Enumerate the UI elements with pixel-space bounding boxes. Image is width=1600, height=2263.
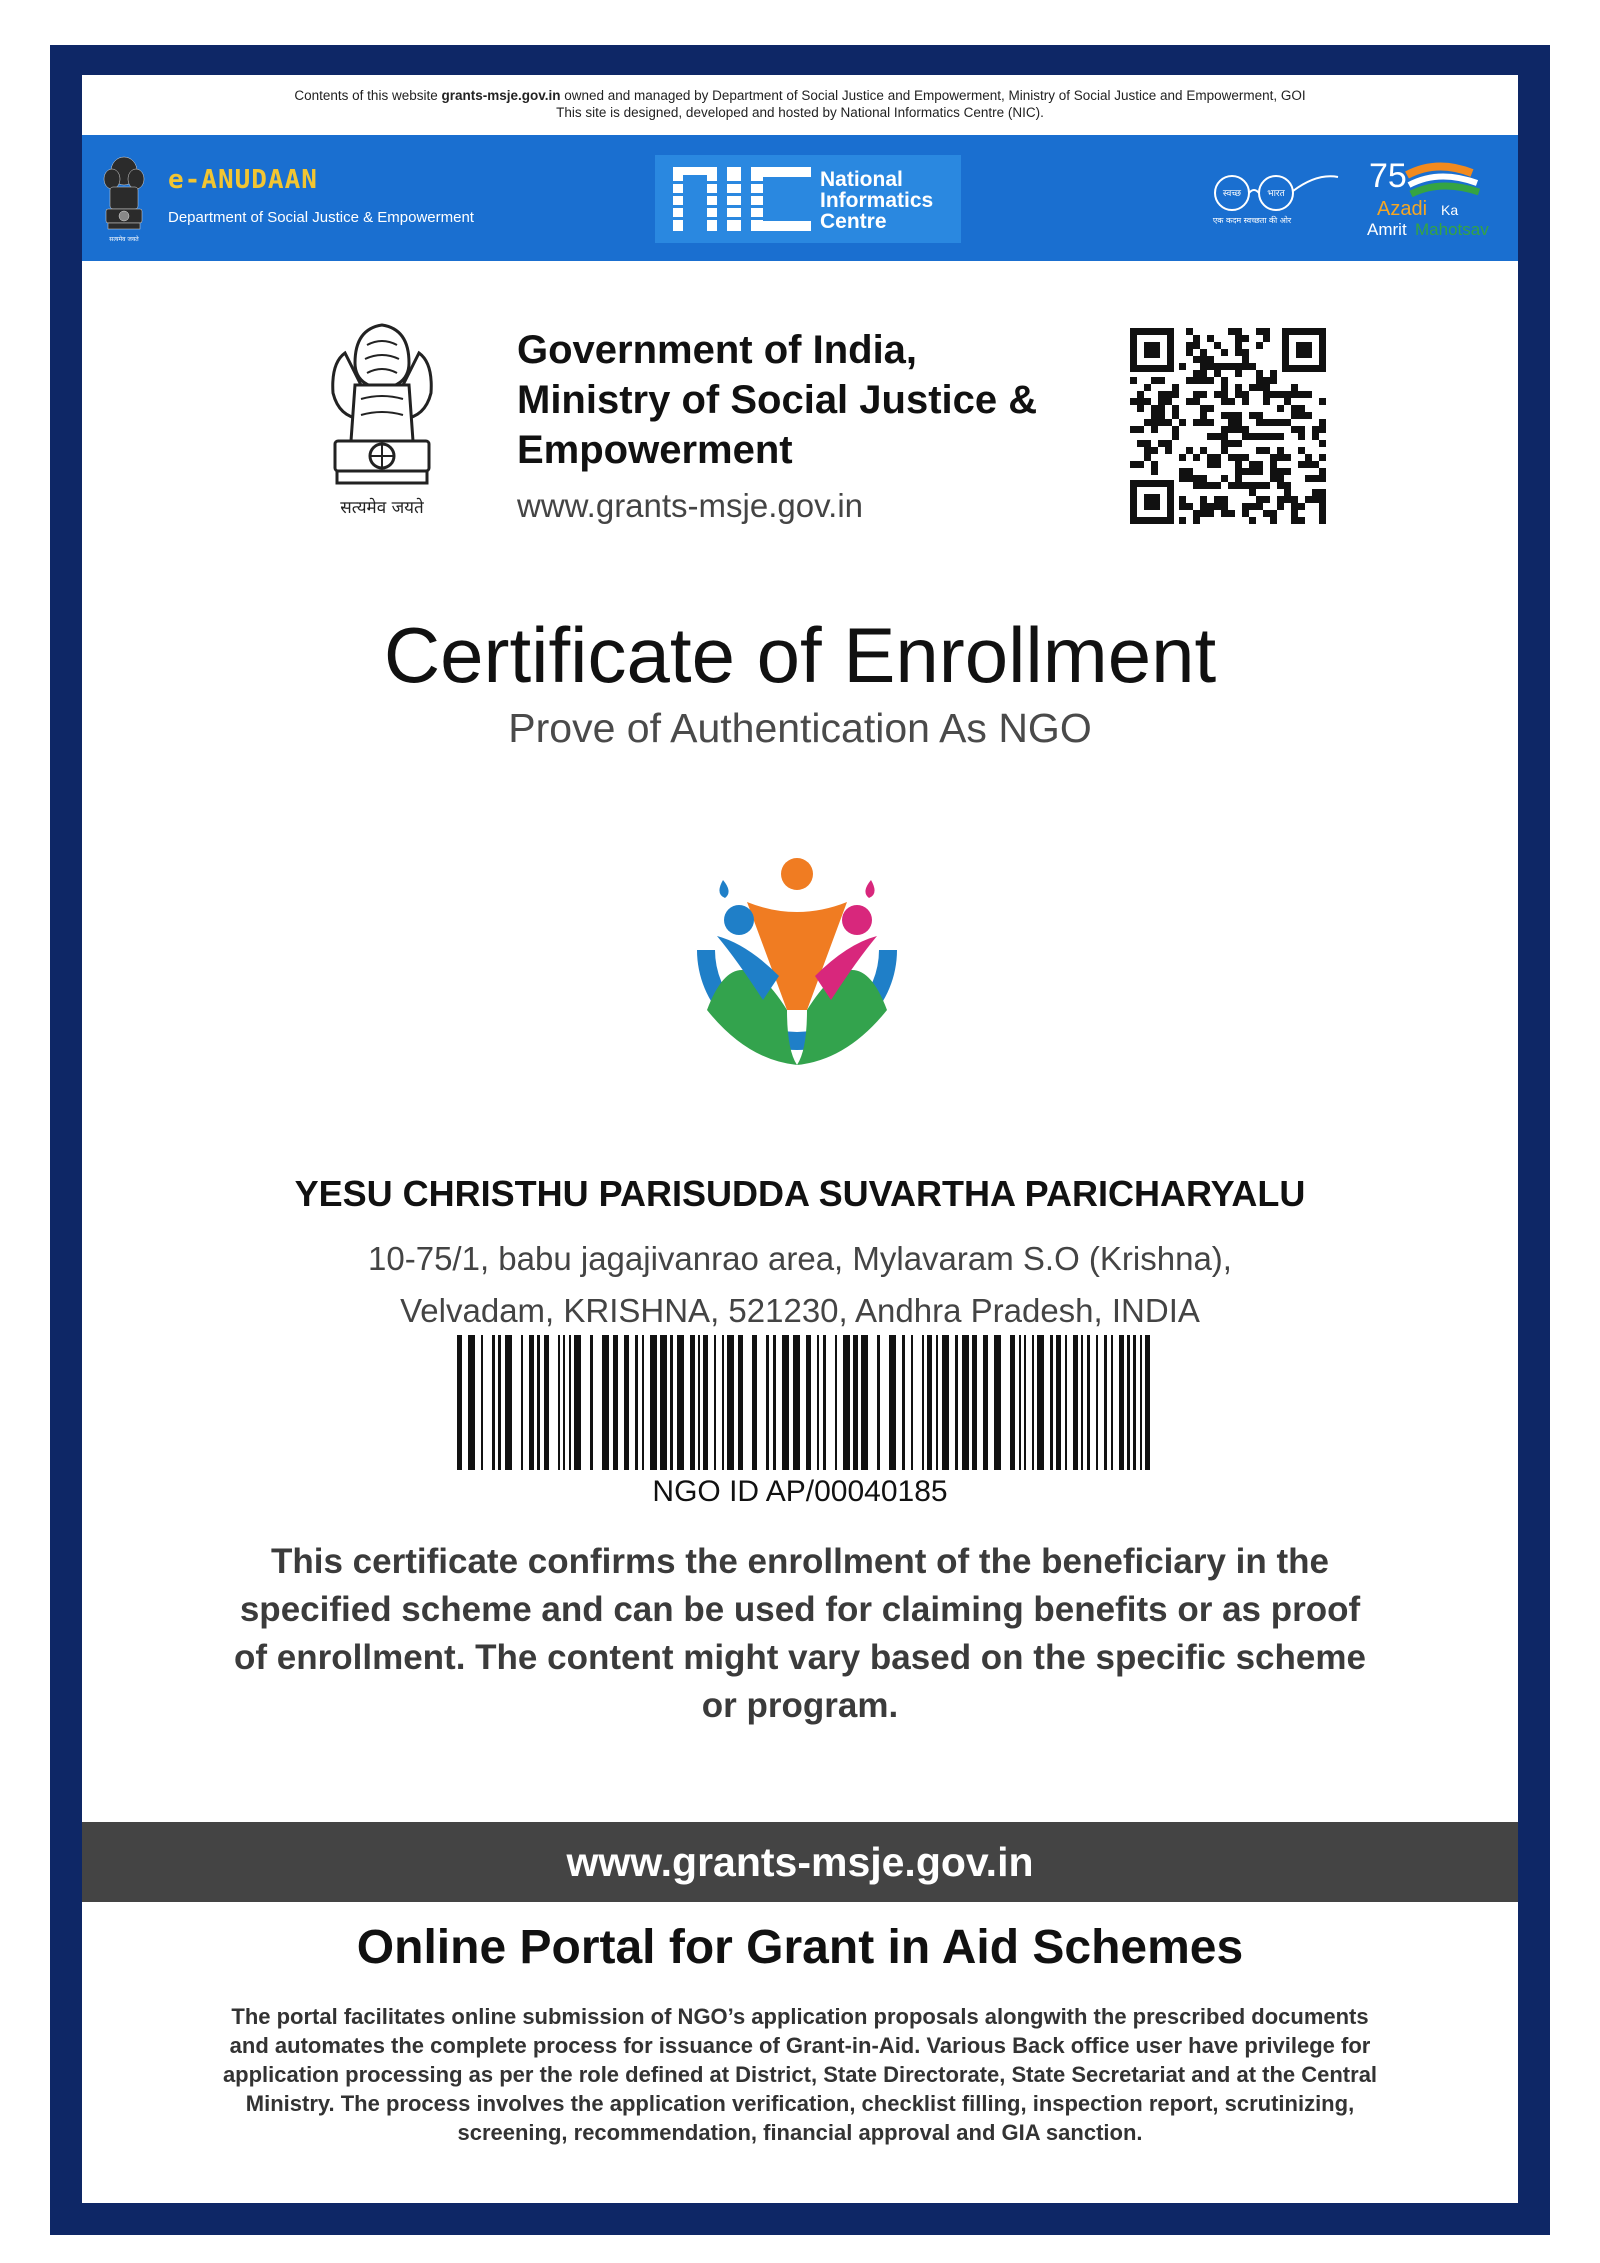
ngo-id: NGO ID AP/00040185 xyxy=(652,1475,948,1508)
enrollment-confirmation-text: This certificate confirms the enrollment of the beneficiary in the specified scheme and can be used for claiming benefits or as proof of enrollment. The content might vary based on the specific scheme or program. xyxy=(234,1542,1366,1725)
svg-text:75: 75 xyxy=(1369,157,1407,195)
svg-text:Azadi: Azadi xyxy=(1377,198,1428,220)
footer-url-bar xyxy=(82,1822,1518,1902)
portal-title: Online Portal for Grant in Aid Schemes xyxy=(356,1921,1244,1974)
government-title: Government of India, Ministry of Social Justice & Empowerment xyxy=(517,328,1038,472)
svg-text:स्वच्छ: स्वच्छ xyxy=(1222,189,1242,199)
national-emblem-icon xyxy=(317,315,447,525)
header-banner xyxy=(82,135,1518,261)
nic-name: National Informatics Centre xyxy=(820,168,934,233)
svg-text:Mahotsav: Mahotsav xyxy=(1415,220,1489,239)
ngo-logo-icon xyxy=(667,840,927,1100)
certificate-subtitle: Prove of Authentication As NGO xyxy=(508,705,1092,751)
swachh-bharat-icon xyxy=(1192,163,1342,229)
svg-text:भारत: भारत xyxy=(1267,189,1285,199)
emblem-caption: सत्यमेव जयते xyxy=(340,498,424,518)
qr-code-icon[interactable] xyxy=(1130,328,1326,524)
disclaimer-line-1: Contents of this website grants-msje.gov.in owned and managed by Department of Social Justice and Empowerment, Ministry of Social Justice and Empowerment, GOI xyxy=(294,88,1306,103)
national-emblem-icon xyxy=(102,153,146,245)
footer-url[interactable]: www.grants-msje.gov.in xyxy=(566,1839,1034,1885)
svg-text:Amrit: Amrit xyxy=(1367,220,1407,239)
disclaimer-site-link[interactable]: grants-msje.gov.in xyxy=(441,88,561,103)
svg-text:एक कदम स्वच्छता की ओर: एक कदम स्वच्छता की ओर xyxy=(1212,216,1292,225)
nic-logo-icon xyxy=(673,167,813,231)
ngo-address: 10-75/1, babu jagajivanrao area, Mylavaram S.O (Krishna), Velvadam, KRISHNA, 521230, Andhra Pradesh, INDIA xyxy=(368,1240,1232,1329)
certificate-title: Certificate of Enrollment xyxy=(383,611,1217,699)
azadi-ka-amrit-mahotsav-icon xyxy=(1367,153,1507,248)
app-name: e-ANUDAAN xyxy=(168,165,318,195)
portal-description: The portal facilitates online submission of NGO’s application proposals alongwith the prescribed documents and automates the complete process for issuance of Grant-in-Aid. Various Back office user have privilege for application processing as per the role defined at District, State Directorate, State Secretariat and at the Central Ministry. The process involves the application verification, checklist filling, inspection report, scrutinizing, screening, recommendation, financial approval and GIA sanction. xyxy=(222,2004,1378,2145)
site-disclaimer xyxy=(82,87,1518,121)
ngo-name: YESU CHRISTHU PARISUDDA SUVARTHA PARICHARYALU xyxy=(294,1173,1306,1214)
emblem-caption: सत्यमेव जयते xyxy=(109,236,139,243)
header-url[interactable]: www.grants-msje.gov.in xyxy=(517,487,864,524)
nic-logo xyxy=(655,155,961,243)
certificate-page xyxy=(82,75,1518,2203)
svg-text:Ka: Ka xyxy=(1441,202,1459,218)
barcode-icon xyxy=(455,1335,1155,1470)
department-name: Department of Social Justice & Empowerment xyxy=(168,209,474,226)
disclaimer-line-2: This site is designed, developed and hosted by National Informatics Centre (NIC). xyxy=(556,105,1044,120)
